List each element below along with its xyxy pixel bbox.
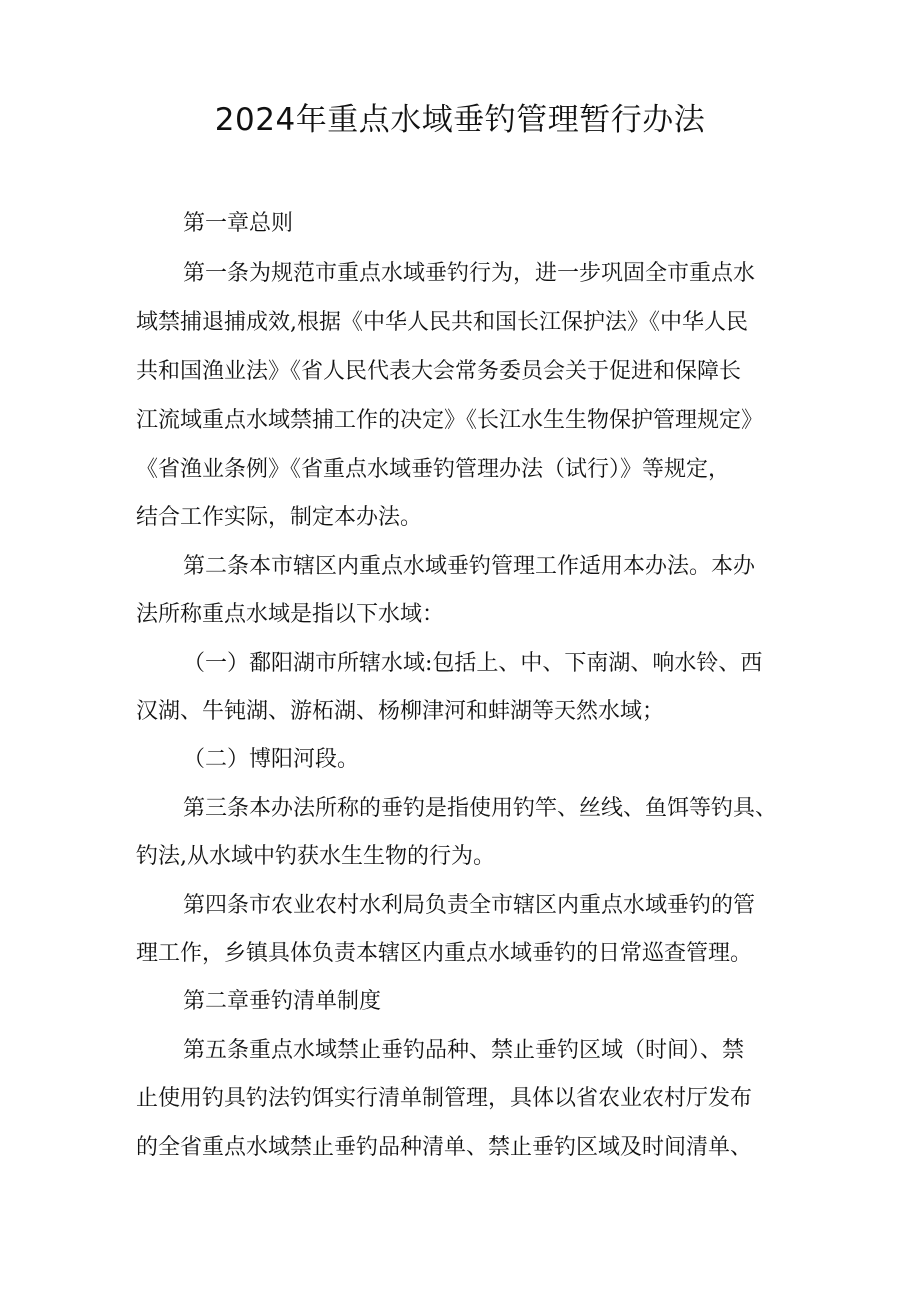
list-item-line: （二）博阳河段。 xyxy=(183,747,360,772)
paragraph-line: 第三条本办法所称的垂钓是指使用钓竿、丝线、鱼饵等钓具、 xyxy=(183,796,778,821)
paragraph-line: 《省渔业条例》《省重点水域垂钓管理办法（试行）》等规定， xyxy=(136,457,731,482)
list-item-line: 汉湖、牛钝湖、游柘湖、杨柳津河和蚌湖等天然水域； xyxy=(136,699,665,724)
paragraph-line: 钓法,从水域中钓获水生生物的行为。 xyxy=(136,844,495,869)
paragraph-line: 理工作，乡镇具体负责本辖区内重点水域垂钓的日常巡查管理。 xyxy=(136,941,753,966)
chapter-heading: 第一章总则 xyxy=(183,211,294,236)
paragraph-line: 第四条市农业农村水利局负责全市辖区内重点水域垂钓的管 xyxy=(183,893,756,918)
paragraph-line: 结合工作实际，制定本办法。 xyxy=(136,505,423,530)
paragraph-line: 的全省重点水域禁止垂钓品种清单、禁止垂钓区域及时间清单、 xyxy=(136,1135,753,1160)
paragraph-line: 第一条为规范市重点水域垂钓行为，进一步巩固全市重点水 xyxy=(183,261,756,286)
paragraph-line: 法所称重点水域是指以下水域： xyxy=(136,602,445,627)
paragraph-line: 第二条本市辖区内重点水域垂钓管理工作适用本办法。本办 xyxy=(183,554,756,579)
paragraph-line: 止使用钓具钓法钓饵实行清单制管理，具体以省农业农村厅发布 xyxy=(136,1086,753,1111)
chapter-heading: 第二章垂钓清单制度 xyxy=(183,989,382,1014)
document-title: 2024年重点水域垂钓管理暂行办法 xyxy=(214,102,706,138)
list-item-line: （一）鄱阳湖市所辖水域:包括上、中、下南湖、响水铃、西 xyxy=(183,651,763,676)
paragraph-line: 共和国渔业法》《省人民代表大会常务委员会关于促进和保障长 xyxy=(136,359,742,384)
paragraph-line: 域禁捕退捕成效,根据《中华人民共和国长江保护法》《中华人民 xyxy=(136,310,748,335)
paragraph-line: 第五条重点水域禁止垂钓品种、禁止垂钓区域（时间）、禁 xyxy=(183,1038,745,1063)
paragraph-line: 江流域重点水域禁捕工作的决定》《长江水生生物保护管理规定》 xyxy=(136,408,764,433)
